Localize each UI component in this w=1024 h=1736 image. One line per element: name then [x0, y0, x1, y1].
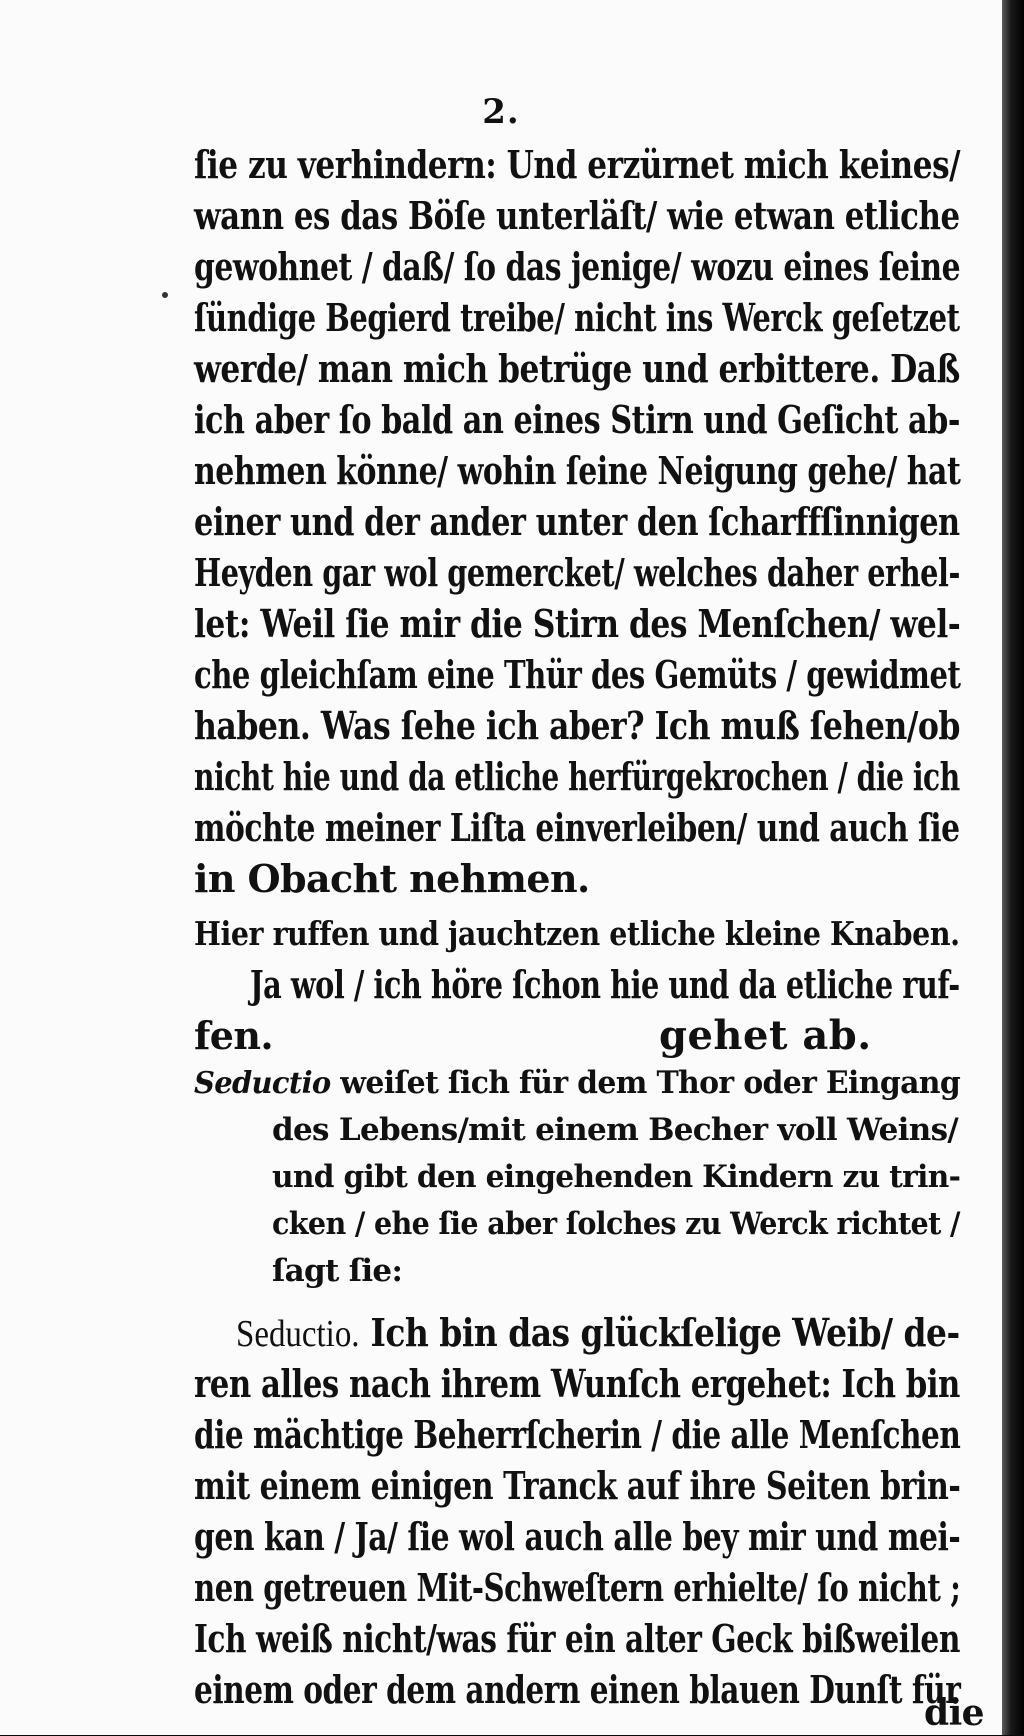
speaker-name: Seductio.: [236, 1313, 360, 1355]
text-line: ſündige Begierd treibe/ nicht ins Werck geſetzet: [194, 295, 960, 340]
stage-direction-text: weiſet ſich für dem Thor oder Eingang: [330, 1065, 961, 1101]
stage-direction-line: des Lebens/mit einem Becher voll Weins/: [272, 1112, 958, 1148]
text-line: che gleichſam eine Thür des Gemüts / gewidmet: [194, 652, 961, 697]
text-line: nicht hie und da etliche herfürgekrochen / die ich: [194, 754, 960, 799]
text-line: haben. Was ſehe ich aber? Ich muß ſehen/ob: [194, 703, 960, 748]
speech-line: Ich weiß nicht/was für ein alter Geck bißweilen: [194, 1616, 960, 1661]
text-line: ich aber ſo bald an eines Stirn und Geſicht ab-: [194, 397, 960, 442]
page-number: 2.: [482, 92, 520, 132]
text-line: let: Weil ſie mir die Stirn des Menſchen/ wel-: [194, 601, 961, 646]
text-line: möchte meiner Liſta einverleiben/ und auch ſie: [194, 805, 960, 850]
stage-direction-line: und gibt den eingehenden Kindern zu trin-: [272, 1159, 961, 1195]
reply-line: fen.: [194, 1013, 273, 1058]
text-line: gewohnet / daß/ ſo das jenige/ wozu eines ſeine: [194, 244, 961, 289]
speech-line: die mächtige Beherrſcherin / die alle Menſchen: [194, 1412, 961, 1457]
stage-direction-line: cken / ehe ſie aber ſolches zu Werck richtet /: [272, 1206, 960, 1242]
speech-line: gen kan / Ja/ ſie wol auch alle bey mir und mei-: [194, 1514, 961, 1559]
reply-line: Ja wol / ich höre ſchon hie und da etliche ruf-: [250, 962, 960, 1007]
speech-line: nen getreuen Mit-Schweſtern erhielte/ ſo nicht ;: [194, 1565, 961, 1610]
seductio-name: Seductio: [194, 1066, 331, 1101]
text-line: werde/ man mich betrüge und erbittere. Daß: [194, 346, 960, 391]
speech-line: ren alles nach ihrem Wunſch ergehet: Ich bin: [194, 1361, 960, 1406]
text-line: in Obacht nehmen.: [194, 856, 590, 901]
catchword: die: [924, 1692, 984, 1734]
stage-direction-line: ſagt ſie:: [272, 1253, 403, 1289]
speech-text: Ich bin das glückſelige Weib/ de-: [359, 1310, 960, 1355]
speech-line: [236, 1310, 960, 1357]
text-line: wann es das Böſe unterläſt/ wie etwan etliche: [194, 193, 960, 238]
text-line: Heyden gar wol gemercket/ welches daher erhel-: [194, 550, 960, 595]
margin-mark: [162, 292, 168, 298]
text-line: ſie zu verhindern: Und erzürnet mich keines/: [194, 142, 961, 187]
stage-direction-line: [194, 1060, 960, 1107]
text-line: einer und der ander unter den ſcharffſinnigen: [194, 499, 960, 544]
speech-line: mit einem einigen Tranck auf ihre Seiten brin-: [194, 1463, 961, 1508]
stage-direction: Hier ruffen und jauchtzen etliche kleine Knaben.: [194, 914, 960, 953]
exit-direction: gehet ab.: [659, 1012, 872, 1059]
text-line: nehmen könne/ wohin ſeine Neigung gehe/ hat: [194, 448, 961, 493]
speech-line: einem oder dem andern einen blauen Dunſt für: [194, 1667, 961, 1712]
page-edge-shadow: [1002, 0, 1024, 1735]
